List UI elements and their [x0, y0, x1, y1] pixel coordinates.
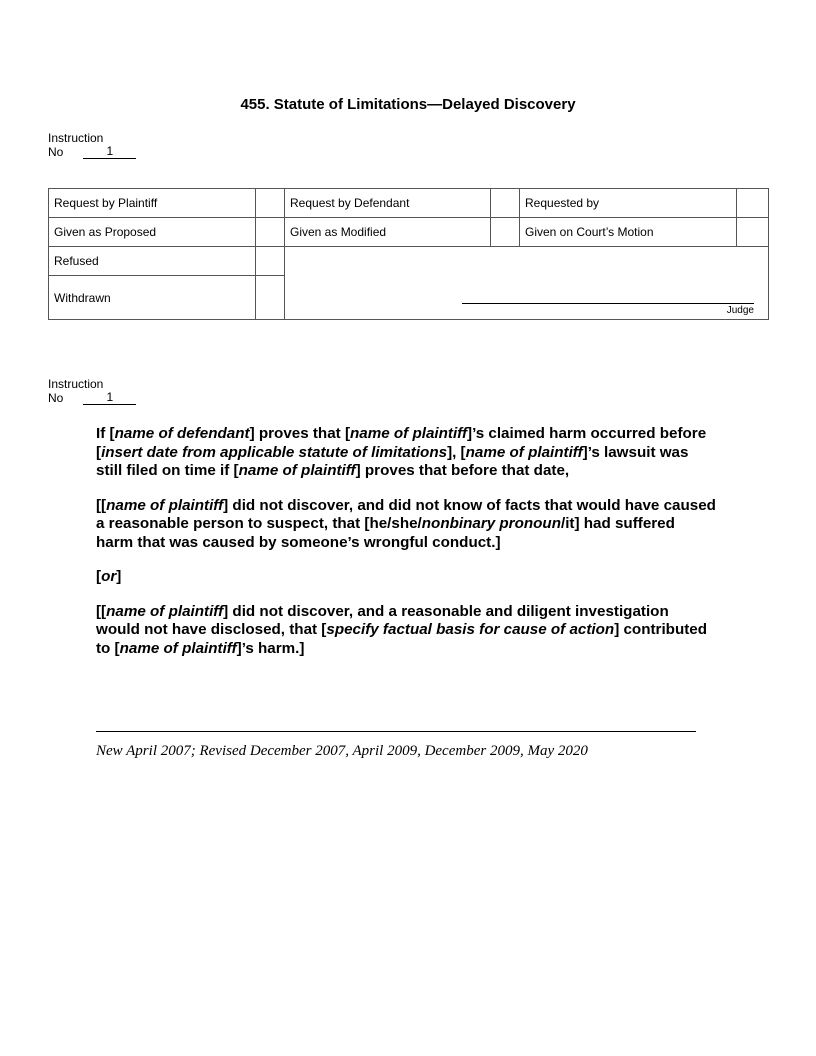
withdrawn-label: Withdrawn	[49, 276, 256, 320]
body-text-run: ], [	[447, 443, 466, 461]
given-as-modified-label: Given as Modified	[285, 218, 491, 247]
body-text-run: ] proves that before that date,	[355, 462, 570, 479]
paragraph-2	[96, 497, 716, 553]
page-title: 455. Statute of Limitations—Delayed Discovery	[240, 96, 576, 113]
instruction-header-bottom	[48, 377, 136, 405]
body-text-run: [[	[96, 496, 107, 514]
requested-by-checkbox[interactable]	[737, 189, 769, 218]
instruction-label: Instruction	[48, 377, 104, 391]
body-text-run: ] did not discover, and did not know of facts that would have caused a reasonable person to suspect, that [he/she/	[96, 496, 716, 532]
placeholder-text: name of plaintiff	[465, 443, 583, 461]
footer-divider	[96, 731, 696, 732]
placeholder-text: name of plaintiff	[119, 639, 237, 657]
instruction-header-top	[48, 131, 136, 159]
body-text-run: ] contributed to [	[96, 621, 708, 657]
request-by-plaintiff-label: Request by Plaintiff	[49, 189, 256, 218]
refused-label: Refused	[49, 247, 256, 276]
placeholder-text: or	[101, 568, 117, 585]
paragraph-3	[96, 568, 716, 587]
body-text-run: ]’s harm.]	[236, 639, 305, 657]
placeholder-text: name of plaintiff	[238, 462, 356, 479]
paragraph-4	[96, 603, 716, 659]
body-text-run: ]	[116, 568, 122, 585]
placeholder-text: name of plaintiff	[106, 602, 224, 620]
judge-signature-line[interactable]	[462, 303, 754, 304]
request-by-defendant-label: Request by Defendant	[285, 189, 491, 218]
body-text-run: ]’s claimed harm occurred before [	[96, 425, 707, 461]
given-as-proposed-checkbox[interactable]	[256, 218, 285, 247]
instruction-body	[96, 425, 716, 674]
body-text-run: ]’s lawsuit was still filed on time if [	[96, 443, 689, 479]
requested-by-label: Requested by	[520, 189, 737, 218]
withdrawn-checkbox[interactable]	[256, 276, 285, 320]
body-text-run: ] proves that [	[249, 425, 350, 442]
body-text-run: If [	[96, 425, 115, 442]
no-label: No	[48, 145, 64, 159]
placeholder-text: specify factual basis for cause of action	[326, 621, 615, 638]
body-text-run: [	[96, 568, 102, 585]
placeholder-text: nonbinary pronoun	[421, 515, 561, 532]
placeholder-text: insert date from applicable statute of limitations	[101, 443, 448, 461]
placeholder-text: name of plaintiff	[106, 496, 224, 514]
placeholder-text: name of plaintiff	[350, 425, 468, 442]
body-text-run: /it] had suffered harm that was caused by someone’s wrongful conduct.]	[96, 515, 675, 551]
request-by-defendant-checkbox[interactable]	[491, 189, 520, 218]
judge-label: Judge	[726, 305, 754, 316]
refused-checkbox[interactable]	[256, 247, 285, 276]
given-on-courts-motion-checkbox[interactable]	[737, 218, 769, 247]
instruction-label: Instruction	[48, 131, 104, 145]
instruction-status-form	[48, 188, 769, 320]
paragraph-1	[96, 425, 716, 481]
instruction-number: 1	[83, 391, 136, 405]
judge-signature-area	[285, 247, 769, 320]
body-text-run: [[	[96, 602, 107, 620]
given-as-modified-checkbox[interactable]	[491, 218, 520, 247]
placeholder-text: name of defendant	[114, 425, 250, 442]
given-on-courts-motion-label: Given on Court’s Motion	[520, 218, 737, 247]
request-by-plaintiff-checkbox[interactable]	[256, 189, 285, 218]
no-label: No	[48, 391, 64, 405]
body-text-run: ] did not discover, and a reasonable and diligent investigation would not have disclosed, that [	[96, 602, 669, 638]
revision-history: New April 2007; Revised December 2007, April 2009, December 2009, May 2020	[96, 743, 588, 759]
instruction-number: 1	[83, 145, 136, 159]
given-as-proposed-label: Given as Proposed	[49, 218, 256, 247]
